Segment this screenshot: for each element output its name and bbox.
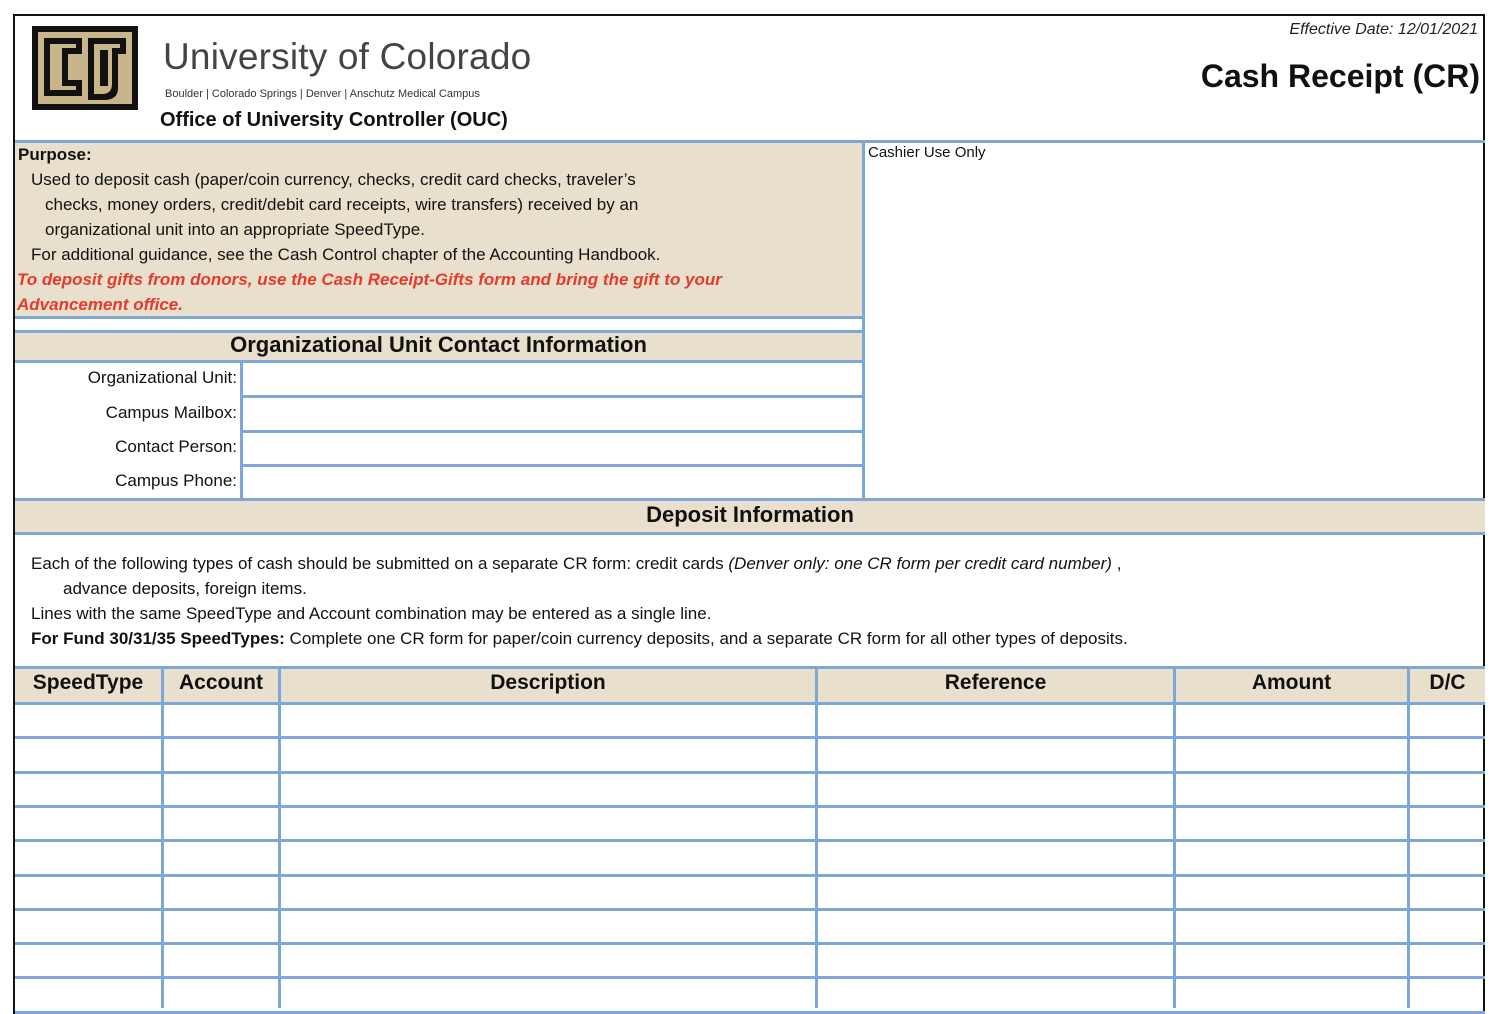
speedtype-cell[interactable] [15,979,161,1010]
account-cell[interactable] [164,705,278,736]
description-cell[interactable] [281,842,815,873]
description-cell[interactable] [281,877,815,908]
dc-cell[interactable] [1410,979,1485,1010]
deposit-note-3 [31,629,1128,649]
reference-cell[interactable] [818,842,1173,873]
description-cell[interactable] [281,739,815,770]
purpose-line: organizational unit into an appropriate SpeedType. [45,220,425,239]
reference-cell[interactable] [818,808,1173,839]
deposit-note-3-rest: Complete one CR form for paper/coin currency deposits, and a separate CR form for all other types of deposits. [284,629,1128,648]
cu-logo [30,20,140,115]
org-title-bottom [15,360,864,363]
amount-cell[interactable] [1176,877,1407,908]
campus-list: Boulder | Colorado Springs | Denver | Anschutz Medical Campus [165,88,480,100]
gift-notice: To deposit gifts from donors, use the Cash Receipt-Gifts form and bring the gift to your [17,270,722,289]
dc-cell[interactable] [1410,877,1485,908]
cashier-use-label: Cashier Use Only [868,144,986,161]
amount-cell[interactable] [1176,842,1407,873]
description-cell[interactable] [281,911,815,942]
dc-cell[interactable] [1410,911,1485,942]
gift-notice: Advancement office. [17,295,183,314]
speedtype-cell[interactable] [15,808,161,839]
reference-cell[interactable] [818,705,1173,736]
reference-cell[interactable] [818,911,1173,942]
account-cell[interactable] [164,979,278,1010]
deposit-note-1-main: Each of the following types of cash should be submitted on a separate CR form: credit cards [31,554,729,573]
org-label-divider [240,362,243,498]
org-unit-field[interactable] [243,364,861,395]
reference-cell[interactable] [818,877,1173,908]
deposit-note-2: Lines with the same SpeedType and Account combination may be entered as a single line. [31,604,712,623]
dc-cell[interactable] [1410,774,1485,805]
contact-person-label: Contact Person: [115,437,237,456]
col-speedtype: SpeedType [32,671,144,694]
account-cell[interactable] [164,877,278,908]
account-cell[interactable] [164,911,278,942]
purpose-bottom-border [15,316,864,319]
speedtype-cell[interactable] [15,877,161,908]
col-amount: Amount [1251,671,1332,694]
deposit-note-1-cont: advance deposits, foreign items. [63,579,307,598]
speedtype-cell[interactable] [15,842,161,873]
col-description: Description [490,671,606,694]
speedtype-cell[interactable] [15,911,161,942]
col-reference: Reference [944,671,1047,694]
account-cell[interactable] [164,739,278,770]
reference-cell[interactable] [818,945,1173,976]
account-cell[interactable] [164,945,278,976]
cashier-divider [862,140,865,500]
office-name: Office of University Controller (OUC) [160,109,508,131]
deposit-title-bottom [15,532,1485,535]
amount-cell[interactable] [1176,945,1407,976]
contact-person-field[interactable] [243,433,861,464]
speedtype-cell[interactable] [15,774,161,805]
deposit-note-1-end: , [1111,554,1122,573]
form-title: Cash Receipt (CR) [1200,58,1480,94]
description-cell[interactable] [281,808,815,839]
table-top-border [15,666,1485,669]
description-cell[interactable] [281,774,815,805]
dc-cell[interactable] [1410,808,1485,839]
org-unit-label: Organizational Unit: [87,368,237,387]
effective-date: Effective Date: 12/01/2021 [1289,21,1478,38]
amount-cell[interactable] [1176,774,1407,805]
dc-cell[interactable] [1410,945,1485,976]
campus-mailbox-label: Campus Mailbox: [105,403,237,422]
description-cell[interactable] [281,979,815,1010]
purpose-line: Used to deposit cash (paper/coin currency, checks, credit card checks, traveler’s [31,170,636,189]
amount-cell[interactable] [1176,979,1407,1010]
amount-cell[interactable] [1176,705,1407,736]
deposit-section-title: Deposit Information [646,502,854,527]
deposit-note-3-bold: For Fund 30/31/35 SpeedTypes: [31,629,285,648]
campus-phone-field[interactable] [243,467,861,498]
campus-phone-label: Campus Phone: [115,471,237,490]
account-cell[interactable] [164,842,278,873]
description-cell[interactable] [281,945,815,976]
account-cell[interactable] [164,808,278,839]
amount-cell[interactable] [1176,739,1407,770]
col-dc: D/C [1429,671,1466,694]
purpose-label: Purpose: [18,145,92,164]
dc-cell[interactable] [1410,842,1485,873]
speedtype-cell[interactable] [15,739,161,770]
speedtype-cell[interactable] [15,945,161,976]
dc-cell[interactable] [1410,739,1485,770]
reference-cell[interactable] [818,979,1173,1010]
account-cell[interactable] [164,774,278,805]
reference-cell[interactable] [818,739,1173,770]
speedtype-cell[interactable] [15,705,161,736]
org-section-title: Organizational Unit Contact Information [230,332,647,357]
dc-cell[interactable] [1410,705,1485,736]
campus-mailbox-field[interactable] [243,398,861,430]
amount-cell[interactable] [1176,911,1407,942]
reference-cell[interactable] [818,774,1173,805]
university-name: University of Colorado [163,36,532,77]
col-account: Account [179,671,263,694]
deposit-note-1 [31,554,1121,574]
amount-cell[interactable] [1176,808,1407,839]
purpose-line: For additional guidance, see the Cash Control chapter of the Accounting Handbook. [31,245,661,264]
description-cell[interactable] [281,705,815,736]
purpose-line: checks, money orders, credit/debit card receipts, wire transfers) received by an [45,195,639,214]
deposit-note-1-italic: (Denver only: one CR form per credit card number) [728,554,1112,573]
